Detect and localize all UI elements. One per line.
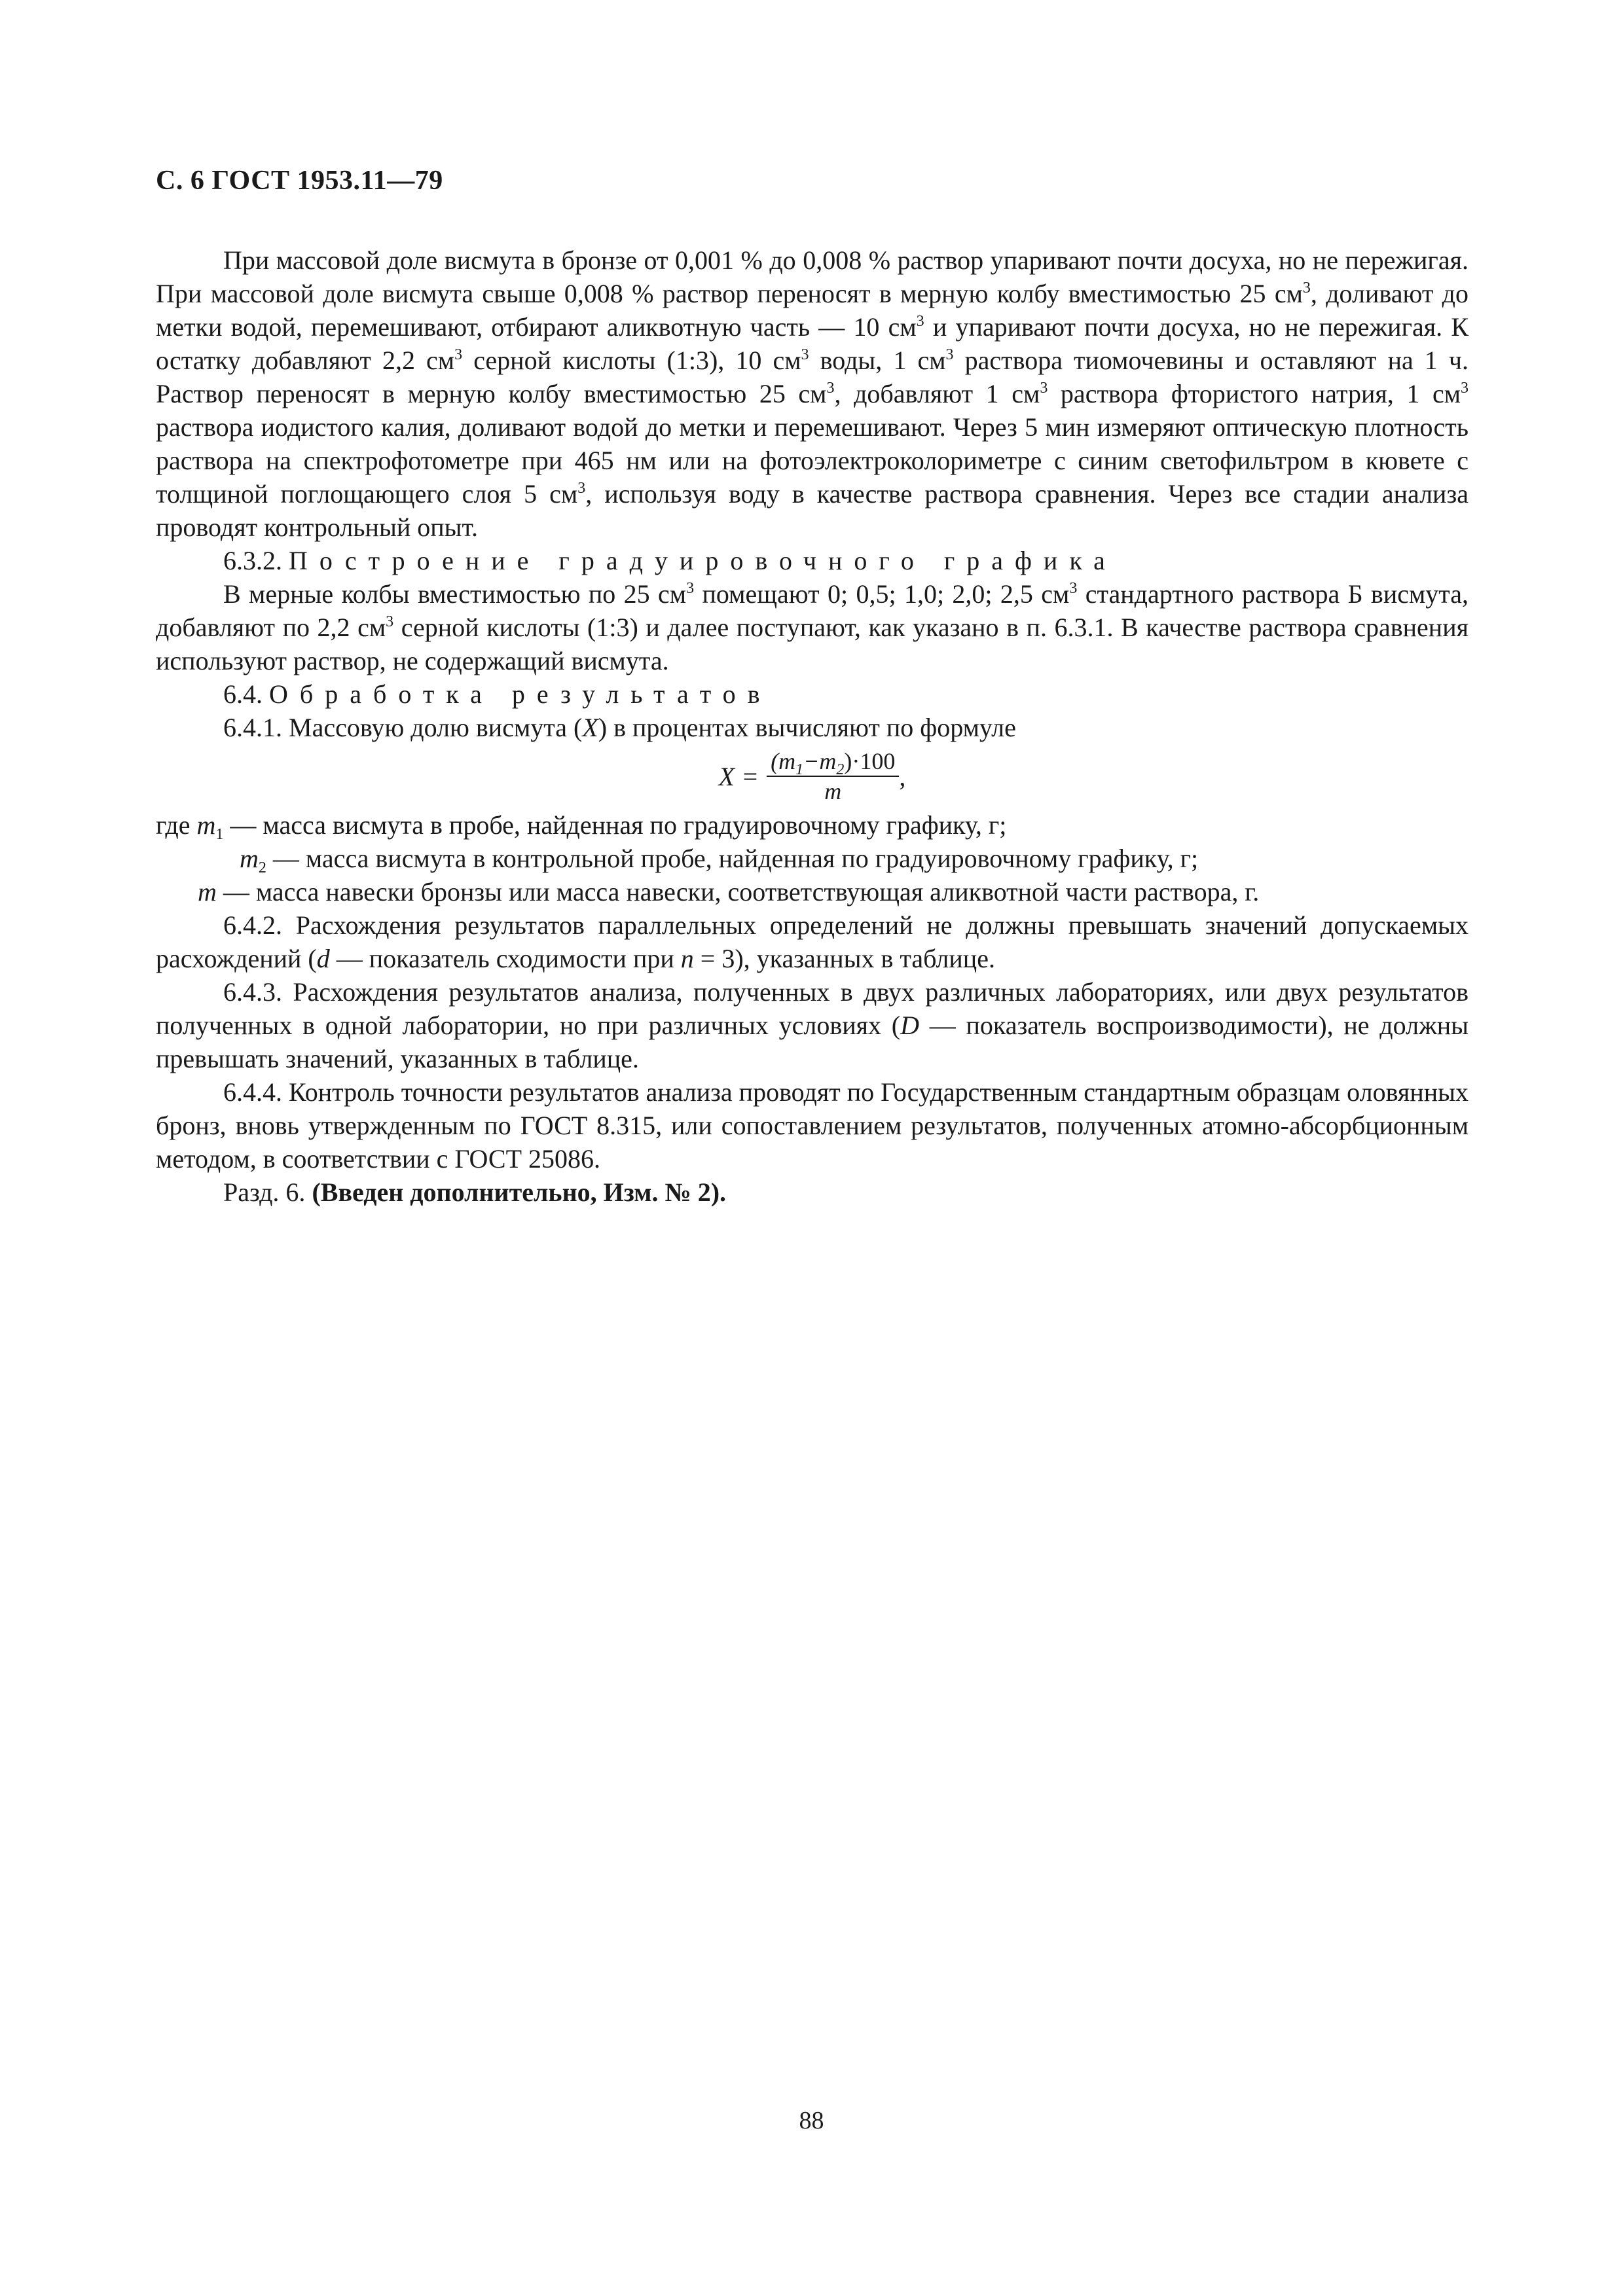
formula-denominator: m	[824, 778, 842, 804]
paragraph-bismuth-low: При массовой доле висмута в бронзе от 0,001 % до 0,008 % раствор упаривают почти досуха, но не пережигая. При массовой доле висмута свыше 0,008 % раствор переносят в мерную колбу вместимостью 25 $см^3$, доливают до метки водой, перемешивают, отбирают аликвотную часть — 10 $см^3$ и упаривают почти досуха, но не пережигая. К остатку добавляют 2,2 $см^3$ серной кислоты (1:3), 10 $см^3$ воды, 1 $см^3$ раствора тиомочевины и оставляют на 1 ч. Раствор переносят в мерную колбу вместимостью 25 $см^3$, добавляют 1 $см^3$ раствора фтористого натрия, 1 $см^3$ раствора иодистого калия, доливают водой до метки и перемешивают. Через 5 мин измеряют оптическую плотность раствора на спектрофотометре при 465 нм или на фотоэлектроколориметре с синим светофильтром в кювете с толщиной поглощающего слоя 5 $см^3$, используя воду в качестве раствора сравнения. Через все стадии анализа проводят контрольный опыт.	[156, 245, 1469, 542]
formula-fraction	[767, 748, 899, 804]
document-body	[156, 243, 1468, 1209]
section-note: Разд. 6. (Введен дополнительно, Изм. № 2).	[223, 1177, 727, 1207]
formula-numerator: $(m_1-m_2)\cdot 100$	[767, 748, 899, 777]
definition-m2: $m_2$ — масса висмута в контрольной пробе, найденная по градуировочному графику, г;	[240, 844, 1199, 876]
paragraph-6-4-2: 6.4.2. Расхождения результатов параллельных определений не должны превышать значений допускаемых расхождений (d — показатель сходимости при n = 3), указанных в таблице.	[156, 910, 1468, 973]
definition-m: m — масса навески бронзы или масса навески, соответствующая аликвотной части раствора, г.	[198, 877, 1260, 906]
section-6-3-2-heading: 6.3.2. Построение градуировочного графика	[223, 546, 1117, 575]
paragraph-6-4-4: 6.4.4. Контроль точности результатов анализа проводят по Государственным стандартным образцам оловянных бронз, вновь утвержденным по ГОСТ 8.315, или сопоставлением результатов, полученных атомно-абсорбционным методом, в соответствии с ГОСТ 25086.	[156, 1077, 1469, 1174]
definition-m1: где $m_1$ — масса висмута в пробе, найденная по градуировочному графику, г;	[156, 810, 1007, 843]
paragraph-6-4-3: 6.4.3. Расхождения результатов анализа, полученных в двух различных лабораториях, или двух результатов полученных в одной лаборатории, но при различных условиях (D — показатель воспроизводимости), не должны превышать значений, указанных в таблице.	[156, 977, 1468, 1073]
formula-lhs: X =	[718, 761, 759, 791]
paragraph-6-4-1: 6.4.1. Массовую долю висмута (X) в процентах вычисляют по формуле	[223, 713, 1016, 742]
page-number: 88	[799, 2107, 824, 2134]
formula: X = $\frac{(m_1-m_2)\cdot 100}{m}$ ,	[718, 748, 906, 804]
page-header: С. 6 ГОСТ 1953.11—79	[156, 166, 443, 196]
paragraph-calibration: В мерные колбы вместимостью по 25 $см^3$ помещают 0; 0,5; 1,0; 2,0; 2,5 $см^3$ стандартного раствора Б висмута, добавляют по 2,2 $см^3$ серной кислоты (1:3) и далее поступают, как указано в п. 6.3.1. В качестве раствора сравнения используют раствор, не содержащий висмута.	[156, 579, 1469, 675]
section-6-4-heading: 6.4. Обработка результатов	[223, 679, 772, 709]
